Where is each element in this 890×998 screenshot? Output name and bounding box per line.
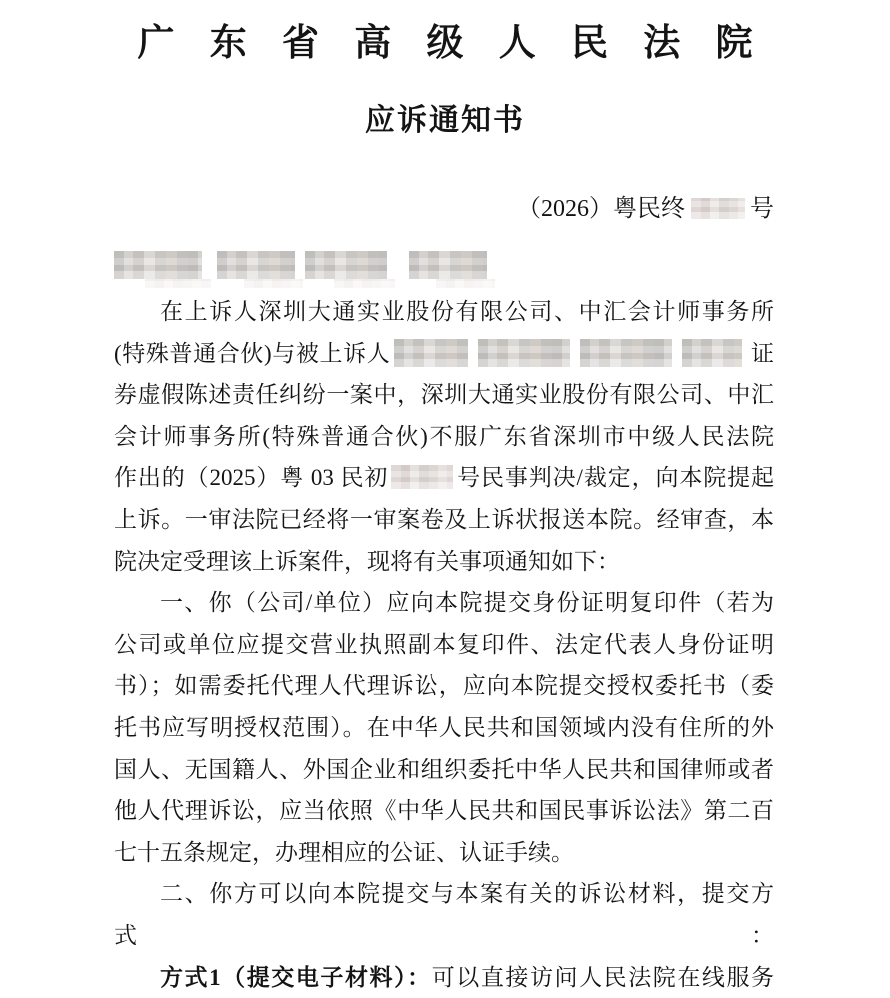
case-number-prefix: （2026）粤民终 (517, 196, 685, 222)
body-line: 会计师事务所(特殊普通合伙)不服广东省深圳市中级人民法院 (114, 416, 774, 458)
redacted-block (114, 251, 202, 279)
method-1-label: 方式1（提交电子材料）： (160, 965, 432, 990)
line-suffix: 可以直接访问人民法院在线服务 (432, 965, 774, 990)
line-prefix: 作出的（2025）粤 03 民初 (114, 465, 388, 490)
body-line: 券虚假陈述责任纠纷一案中，深圳大通实业股份有限公司、中汇 (114, 374, 774, 416)
redaction-fringe (244, 279, 303, 288)
body-line: 在上诉人深圳大通实业股份有限公司、中汇会计师事务所 (114, 291, 774, 333)
case-number-suffix: 号 (750, 196, 774, 222)
body-line: 一、你（公司/单位）应向本院提交身份证明复印件（若为 (114, 582, 774, 624)
redaction-fringe (436, 279, 495, 288)
line-suffix: 证 (750, 341, 774, 366)
document-body (114, 291, 774, 998)
body-line: 他人代理诉讼，应当依照《中华人民共和国民事诉讼法》第二百 (114, 790, 774, 832)
notice-document-page (0, 22, 890, 991)
redaction-fringe (334, 279, 396, 288)
case-number-redacted-block (691, 198, 745, 219)
redacted-block (217, 251, 295, 279)
redacted-block (409, 251, 487, 279)
line-suffix: 号民事判决/裁定，向本院提起 (456, 465, 774, 490)
redacted-name-block (478, 339, 570, 367)
redaction-fringe (145, 279, 211, 288)
court-name: 广 东 省 高 级 人 民 法 院 (0, 22, 890, 66)
redacted-name-block (682, 339, 742, 367)
redacted-name-block (580, 339, 672, 367)
body-line (114, 457, 774, 499)
body-line: 公司或单位应提交营业执照副本复印件、法定代表人身份证明 (114, 624, 774, 666)
body-line: 七十五条规定，办理相应的公证、认证手续。 (114, 832, 774, 874)
redacted-block (305, 251, 387, 279)
document-title: 应诉通知书 (0, 102, 890, 140)
redacted-name-block (394, 339, 468, 367)
body-line: 院决定受理该上诉案件，现将有关事项通知如下： (114, 541, 774, 583)
redacted-caseno-block (391, 465, 453, 489)
case-number-line (0, 194, 890, 224)
body-line: 上诉。一审法院已经将一审案卷及上诉状报送本院。经审查，本 (114, 499, 774, 541)
body-line: 二、你方可以向本院提交与本案有关的诉讼材料，提交方式： (114, 873, 774, 956)
body-line: 托书应写明授权范围）。在中华人民共和国领域内没有住所的外 (114, 707, 774, 749)
addressee-line-redacted (114, 251, 890, 279)
body-line: 国人、无国籍人、外国企业和组织委托中华人民共和国律师或者 (114, 749, 774, 791)
body-line (114, 957, 774, 998)
body-line (114, 333, 774, 375)
line-prefix: (特殊普通合伙)与被上诉人 (114, 341, 390, 366)
body-line: 书）；如需委托代理人代理诉讼，应向本院提交授权委托书（委 (114, 665, 774, 707)
